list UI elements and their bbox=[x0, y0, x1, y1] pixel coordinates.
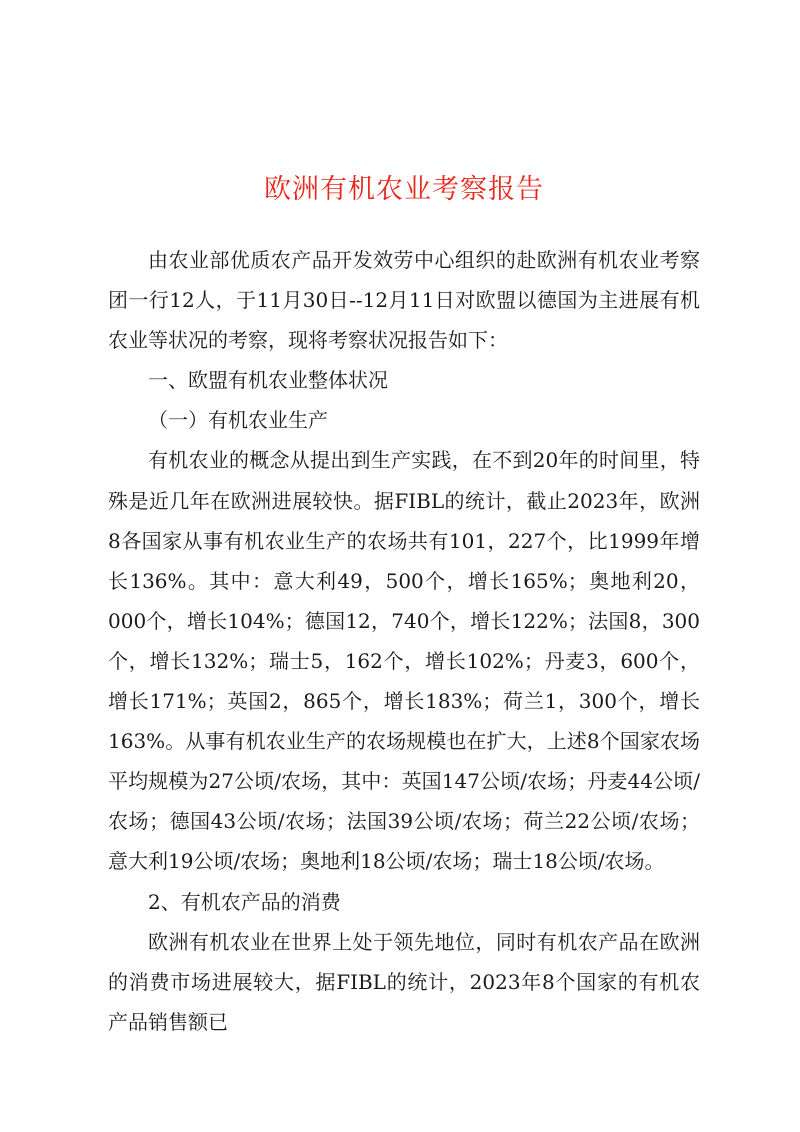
production-paragraph: 有机农业的概念从提出到生产实践，在不到20年的时间里，特殊是近几年在欧洲进展较快。据FIBL的统计，截止2023年，欧洲8各国家从事有机农业生产的农场共有101，227个，比1999年增长136%。其中：意大利49，500个，增长165%；奥地利20，000个，增长104%；德国12，740个，增长122%；法国8，300个，增长132%；瑞士5，162个，增长102%；丹麦3，600个，增长171%；英国2，865个，增长183%；荷兰1，300个，增长163%。从事有机农业生产的农场规模也在扩大，上述8个国家农场平均规模为27公顷/农场，其中：英国147公顷/农场；丹麦44公顷/农场；德国43公顷/农场；法国39公顷/农场；荷兰22公顷/农场；意大利19公顷/农场；奥地利18公顷/农场；瑞士18公顷/农场。 bbox=[108, 448, 700, 874]
subsection-heading-production: （一）有机农业生产 bbox=[148, 408, 328, 433]
section-heading-eu-overview: 一、欧盟有机农业整体状况 bbox=[148, 368, 388, 393]
consumption-paragraph: 欧洲有机农业在世界上处于领先地位，同时有机农产品在欧洲的消费市场进展较大，据FIBL的统计，2023年8个国家的有机农产品销售额已 bbox=[108, 929, 700, 1034]
subsection-heading-consumption: 2、有机农产品的消费 bbox=[148, 889, 341, 914]
document-body bbox=[108, 240, 700, 1042]
intro-paragraph: 由农业部优质农产品开发效劳中心组织的赴欧洲有机农业考察团一行12人，于11月30日--12月11日对欧盟以德国为主进展有机农业等状况的考察，现将考察状况报告如下： bbox=[108, 248, 700, 353]
document-title: 欧洲有机农业考察报告 bbox=[264, 174, 544, 205]
